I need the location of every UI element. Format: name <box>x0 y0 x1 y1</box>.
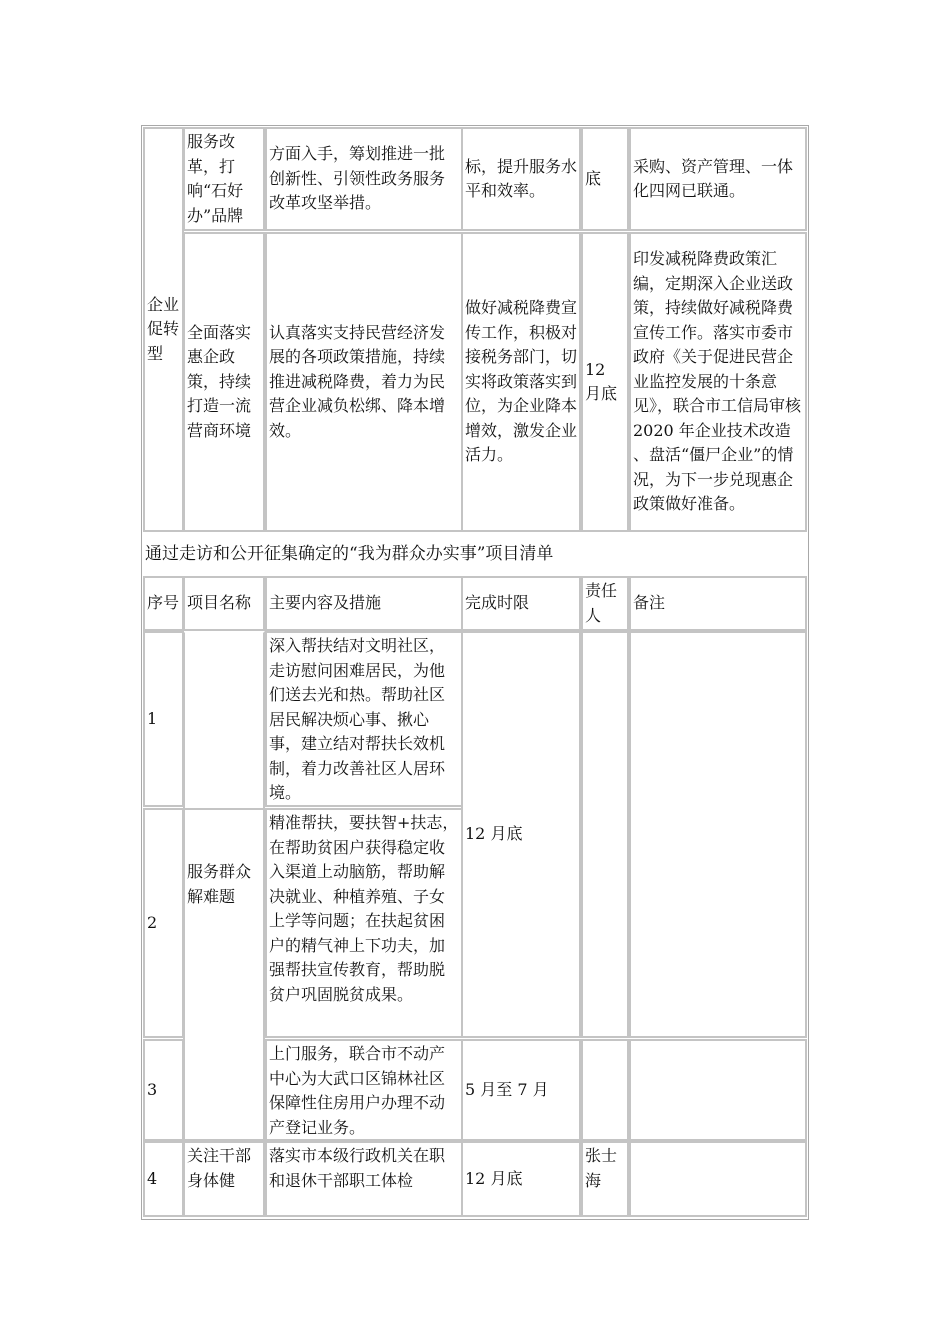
content-cell-4: 落实市本级行政机关在职和退休干部职工体检 <box>265 1141 463 1217</box>
header-owner: 责任人 <box>581 576 629 631</box>
owner-cell-3 <box>581 1039 629 1141</box>
seq-cell-1: 1 <box>143 631 184 807</box>
header-content: 主要内容及措施 <box>265 576 463 631</box>
row2-deadline-cell <box>581 232 629 532</box>
group-name-box <box>183 808 265 1141</box>
group-name: 服务群众解难题 <box>187 862 252 906</box>
note-cell-4 <box>629 1141 807 1217</box>
row2-note: 印发减税降费政策汇编，定期深入企业送政策，持续做好减税降费宣传工作。落实市委市政府《关于促进民营企业监控发展的十条意见》，联合市工信局审核 2020 年企业技术改造 、盘活“僵尸企业”的情况，为下一步兑现惠企政策做好准备。 <box>633 249 802 514</box>
seq-cell-4: 4 <box>143 1141 184 1217</box>
row2-content: 认真落实支持民营经济发展的各项政策措施，持续推进减税降费，着力为民营企业减负松绑、降本增效。 <box>269 322 446 440</box>
row2-content-cell <box>265 232 463 532</box>
content-cell-2: 精准帮扶，要扶智+扶志，在帮助贫困户获得稳定收入渠道上动脑筋，帮助解决就业、种植养殖、子女上学等问题；在扶起贫困户的精气神上下功夫，加强帮扶宣传教育，帮助脱贫户巩固脱贫成果。 <box>265 808 463 1038</box>
header-name: 项目名称 <box>183 576 265 631</box>
section2-title: 通过走访和公开征集确定的“我为群众办实事”项目清单 <box>145 544 554 564</box>
note-cell-3 <box>629 1039 807 1141</box>
header-note: 备注 <box>629 576 807 631</box>
category-cell <box>143 127 184 532</box>
content-cell-1: 深入帮扶结对文明社区，走访慰问困难居民，为他们送去光和热。帮助社区居民解决烦心事、揪心事，建立结对帮扶长效机制，着力改善社区人居环境。 <box>265 631 463 807</box>
note-cell-1-2 <box>629 631 807 1038</box>
row1-target-cell <box>461 127 581 231</box>
row1-content-cell <box>265 127 463 231</box>
row2-note-cell <box>629 232 807 532</box>
row2-deadline: 12 月底 <box>585 359 618 403</box>
row1-content: 方面入手，筹划推进一批创新性、引领性政务服务改革攻坚举措。 <box>269 144 446 213</box>
content-cell-3: 上门服务，联合市不动产中心为大武口区锦林社区保障性住房用户办理不动产登记业务。 <box>265 1039 463 1141</box>
category-label: 企业促转型 <box>147 294 180 363</box>
row1-name: 服务改革，打响“石好办”品牌 <box>187 132 244 225</box>
owner-cell-4: 张士海 <box>581 1141 629 1217</box>
owner-cell-1-2 <box>581 631 629 1038</box>
row2-target-cell <box>461 232 581 532</box>
row1-note: 采购、资产管理、一体化四网已联通。 <box>633 156 794 200</box>
row2-target: 做好减税降费宣传工作，积极对接税务部门，切实将政策落实到位，为企业降本增效，激发企业活力。 <box>465 298 578 465</box>
row2-name-cell <box>183 232 265 532</box>
deadline-cell-3: 5 月至 7 月 <box>461 1039 581 1141</box>
row2-name: 全面落实惠企政策，持续打造一流营商环境 <box>187 322 252 440</box>
header-seq: 序号 <box>143 576 184 631</box>
seq-cell-2: 2 <box>143 808 184 1038</box>
name-cell-4: 关注干部身体健 <box>183 1141 265 1217</box>
row1-target: 标，提升服务水平和效率。 <box>465 156 578 200</box>
row1-deadline: 底 <box>585 168 602 188</box>
deadline-cell-4: 12 月底 <box>461 1141 581 1217</box>
document-page <box>141 125 809 1220</box>
seq-cell-3: 3 <box>143 1039 184 1141</box>
header-deadline: 完成时限 <box>461 576 581 631</box>
row1-deadline-cell <box>581 127 629 231</box>
deadline-cell-1-2: 12 月底 <box>461 631 581 1038</box>
row1-name-cell <box>183 127 265 231</box>
row1-note-cell <box>629 127 807 231</box>
